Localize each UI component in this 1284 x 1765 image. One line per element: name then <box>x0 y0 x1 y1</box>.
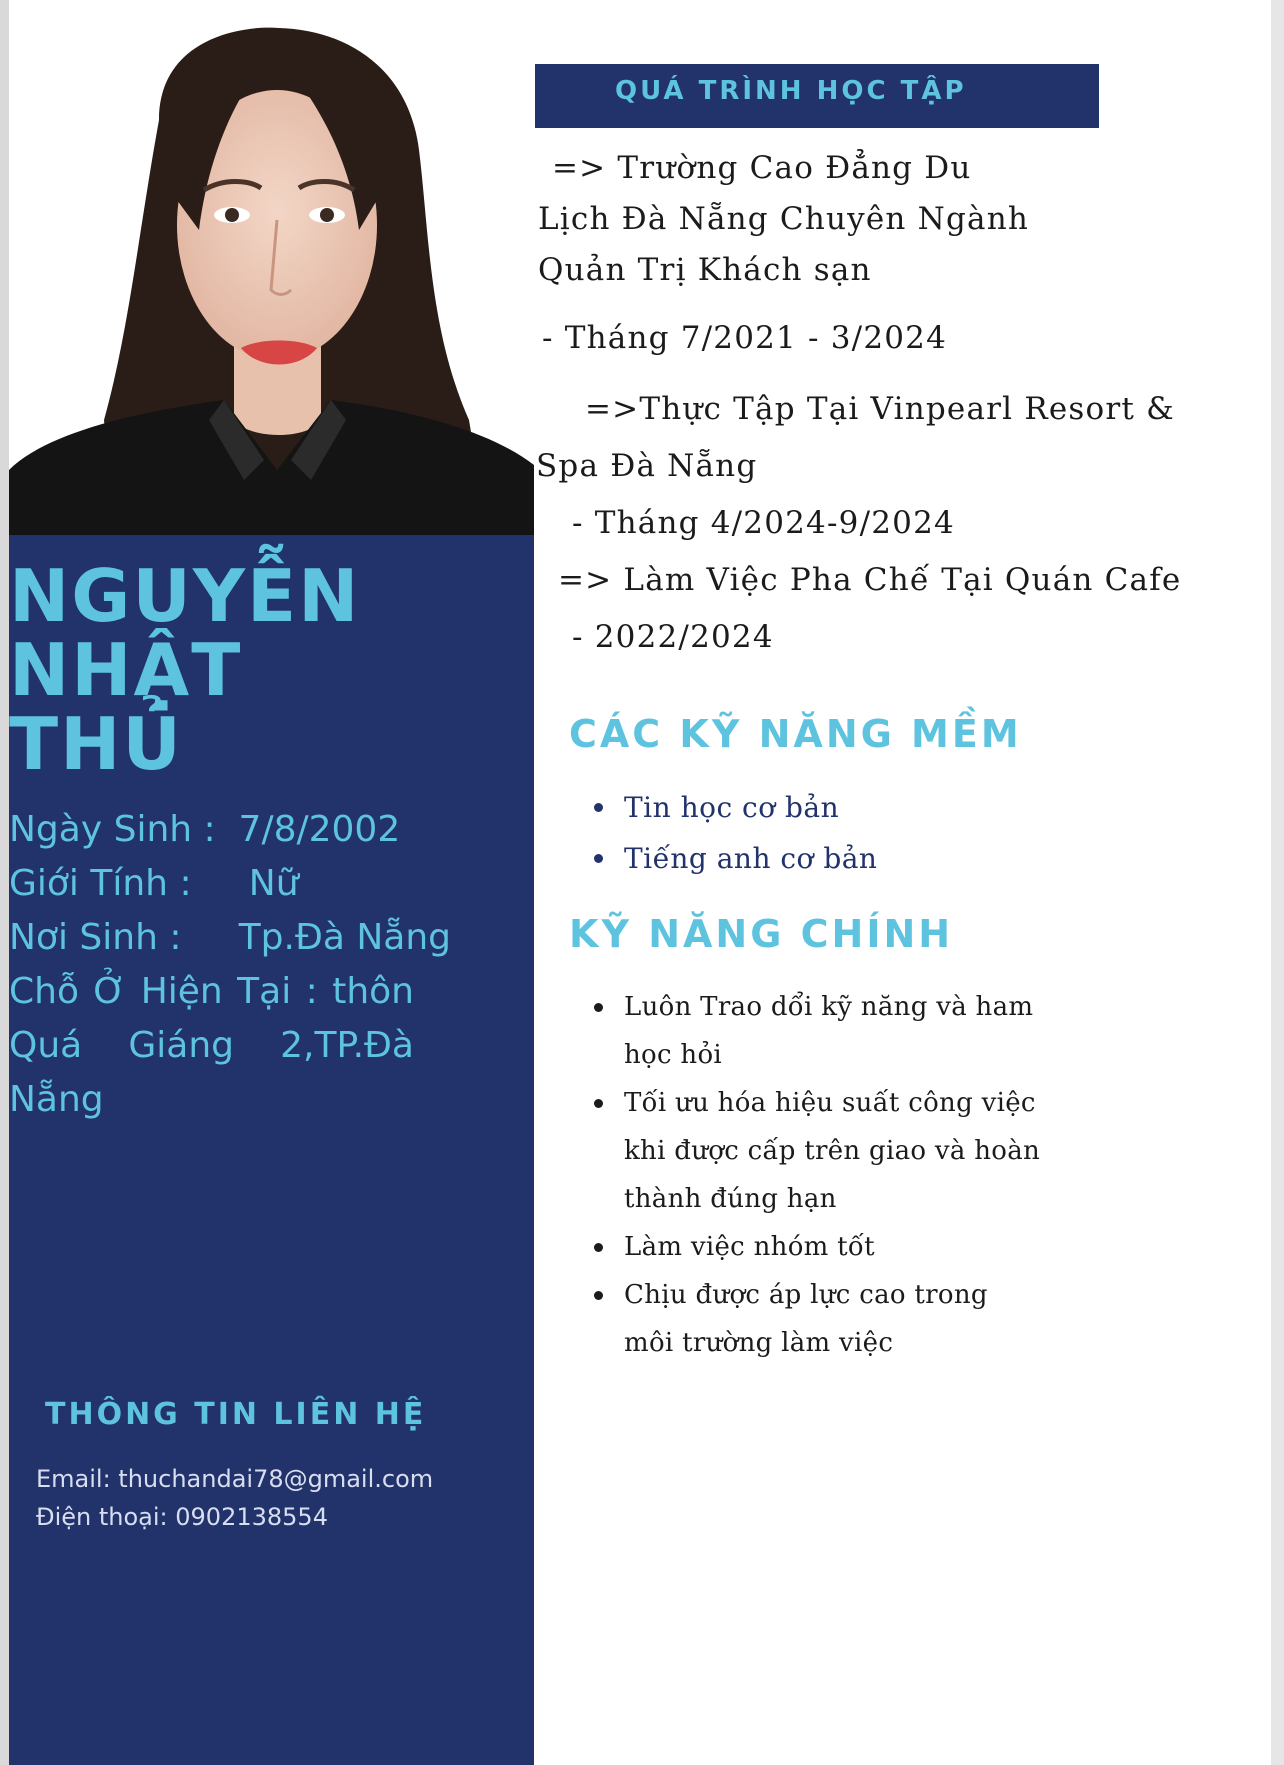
contact-email: Email: thuchandai78@gmail.com <box>36 1465 434 1493</box>
portrait-image <box>9 0 534 535</box>
main-skill-text: Tối ưu hóa hiệu suất công việc khi được cấp trên giao và hoàn thành đúng hạn <box>624 1088 1041 1214</box>
main-skill-text: Làm việc nhóm tốt <box>624 1232 875 1262</box>
cv-page <box>9 0 1271 1765</box>
gender-row <box>9 857 417 911</box>
bullet-icon <box>594 1003 603 1012</box>
birthplace-value: Tp.Đà Nẵng <box>238 917 452 958</box>
personal-info <box>9 803 452 1127</box>
birth-date-value: 7/8/2002 <box>238 809 401 850</box>
name-line-2: NHẬT <box>9 628 243 712</box>
soft-skill-text: Tin học cơ bản <box>624 791 840 824</box>
address-line-1 <box>9 965 414 1019</box>
address-word: Chỗ <box>9 971 79 1012</box>
full-name <box>9 554 529 786</box>
gender-value: Nữ <box>248 863 299 904</box>
main-skill-text: Chịu được áp lực cao trong môi trường làm việc <box>624 1280 988 1358</box>
address-word: Quá <box>9 1025 83 1066</box>
address-word: : <box>305 971 318 1012</box>
list-item <box>569 1271 1044 1367</box>
birth-date-label: Ngày Sinh : <box>9 809 216 850</box>
soft-skill-text: Tiếng anh cơ bản <box>624 842 878 875</box>
address-word: 2,TP.Đà <box>280 1025 414 1066</box>
soft-skills-heading: CÁC KỸ NĂNG MỀM <box>569 712 1022 756</box>
bullet-icon <box>594 1099 603 1108</box>
main-skills-list <box>569 983 1044 1367</box>
name-line-1: NGUYỄN <box>9 554 361 638</box>
education-line: - Tháng 7/2021 - 3/2024 <box>542 320 948 356</box>
list-item <box>569 983 1044 1079</box>
education-line: - Tháng 4/2024-9/2024 <box>572 505 955 541</box>
education-heading-bar <box>535 64 1099 128</box>
bullet-icon <box>594 1291 603 1300</box>
address-line-2 <box>9 1019 414 1073</box>
birthplace-label: Nơi Sinh : <box>9 917 182 958</box>
education-line: => Làm Việc Pha Chế Tại Quán Cafe <box>558 562 1182 598</box>
education-line: => Trường Cao Đẳng Du <box>552 150 972 186</box>
address-word: Hiện <box>140 971 223 1012</box>
address-word: Ở <box>93 971 127 1012</box>
list-item <box>569 1079 1044 1223</box>
contact-heading: THÔNG TIN LIÊN HỆ <box>45 1397 427 1432</box>
list-item <box>569 1223 1044 1271</box>
main-skill-text: Luôn Trao dổi kỹ năng và ham học hỏi <box>624 992 1034 1070</box>
bullet-icon <box>594 854 603 863</box>
education-line: Lịch Đà Nẵng Chuyên Ngành <box>538 201 1030 237</box>
gender-label: Giới Tính : <box>9 863 192 904</box>
contact-info <box>36 1460 433 1536</box>
education-line: Spa Đà Nẵng <box>536 448 758 484</box>
education-heading: QUÁ TRÌNH HỌC TẬP <box>615 76 967 106</box>
bullet-icon <box>594 803 603 812</box>
address-word: thôn <box>332 971 414 1012</box>
education-line: Quản Trị Khách sạn <box>538 252 872 288</box>
bullet-icon <box>594 1243 603 1252</box>
birth-date-row <box>9 803 417 857</box>
main-skills-heading: KỸ NĂNG CHÍNH <box>569 912 954 956</box>
education-line: =>Thực Tập Tại Vinpearl Resort & <box>585 391 1175 427</box>
sidebar <box>9 535 534 1765</box>
list-item <box>569 782 877 833</box>
profile-photo <box>9 0 534 535</box>
education-line: - 2022/2024 <box>572 619 774 655</box>
address-line-3: Nẵng <box>9 1079 104 1120</box>
birthplace-row <box>9 911 452 965</box>
contact-phone: Điện thoại: 0902138554 <box>36 1503 328 1531</box>
address-word: Tại <box>237 971 292 1012</box>
list-item <box>569 833 877 884</box>
address-word: Giáng <box>128 1025 234 1066</box>
name-line-3: THỦ <box>9 702 183 786</box>
soft-skills-list <box>569 782 877 884</box>
page-edge <box>1271 0 1284 1765</box>
